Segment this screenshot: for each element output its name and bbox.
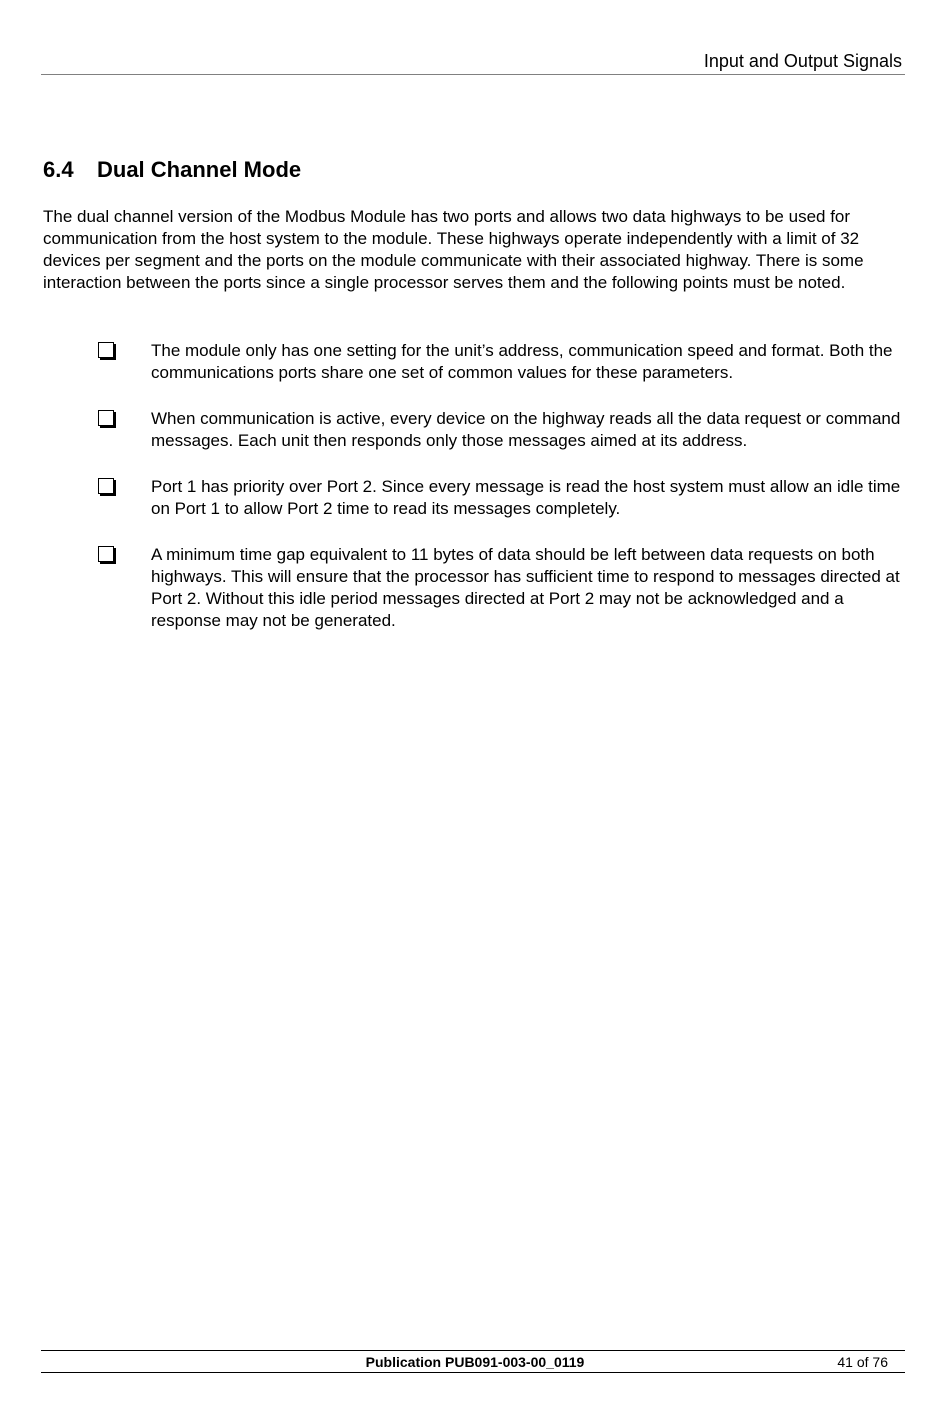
checkbox-bullet-icon <box>98 478 114 494</box>
section-title: Dual Channel Mode <box>97 157 302 182</box>
list-item-text: A minimum time gap equivalent to 11 bytes of data should be left between data requests on both highways. This will ensure that the processor has sufficient time to respond to messages directed at Port 2. Without this idle period messages directed at Port 2 may not be acknowledged and a response may not be generated. <box>151 545 900 630</box>
page-number: 41 of 76 <box>837 1354 888 1370</box>
running-header: Input and Output Signals <box>703 51 902 71</box>
checkbox-bullet-icon <box>98 546 114 562</box>
checkbox-bullet-icon <box>98 342 114 358</box>
section-number: 6.4 <box>43 157 74 182</box>
footer-rule-top <box>41 1350 905 1351</box>
bullet-list <box>96 340 908 656</box>
section-heading <box>43 156 301 184</box>
list-item-text: When communication is active, every device on the highway reads all the data request or command messages. Each unit then responds only those messages aimed at its address. <box>151 409 901 450</box>
list-item <box>96 476 908 520</box>
intro-paragraph: The dual channel version of the Modbus Module has two ports and allows two data highways to be used for communication from the host system to the module. These highways operate independently with a limit of 32 devices per segment and the ports on the module communicate with their associated highway. There is some interaction between the ports since a single processor serves them and the following points must be noted. <box>43 207 864 292</box>
list-item <box>96 340 908 384</box>
list-item <box>96 544 908 632</box>
list-item-text: Port 1 has priority over Port 2. Since every message is read the host system must allow an idle time on Port 1 to allow Port 2 time to read its messages completely. <box>151 477 901 518</box>
footer-rule-bottom <box>41 1372 905 1373</box>
header-rule <box>41 74 905 75</box>
checkbox-bullet-icon <box>98 410 114 426</box>
list-item-text: The module only has one setting for the unit’s address, communication speed and format. Both the communications ports share one set of common values for these parameters. <box>151 341 893 382</box>
footer-publication: Publication PUB091-003-00_0119 <box>365 1354 585 1370</box>
list-item <box>96 408 908 452</box>
